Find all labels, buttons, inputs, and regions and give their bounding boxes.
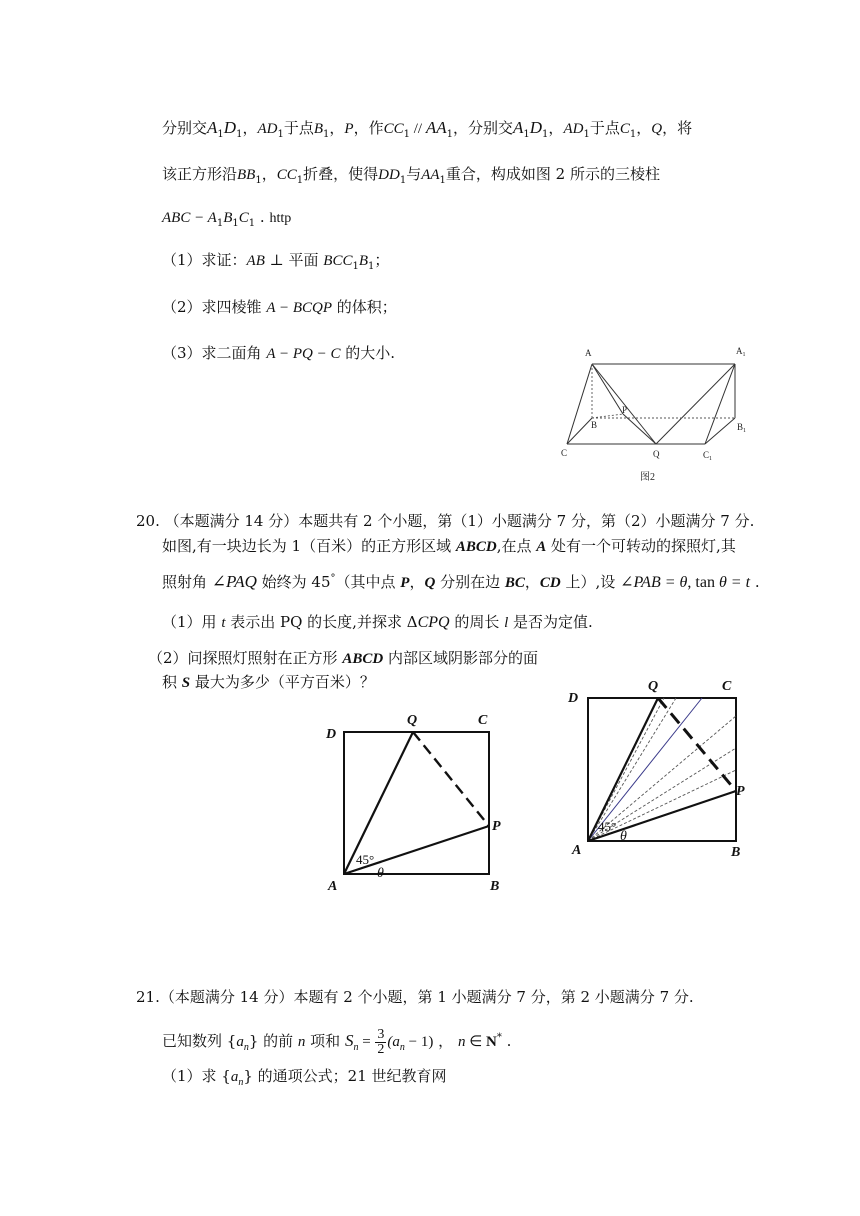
edge-A1-Q [656, 364, 735, 444]
label-C: C [478, 713, 488, 728]
q19-line-2: 该正方形沿$BB_1$，$CC_1$折叠，使得$DD_1$与$AA_1$重合，构成如图 2 所示的三棱柱 [162, 165, 660, 186]
q20-line-2: 如图,有一块边长为 1（百米）的正方形区域 ABCD,在点 A 处有一个可转动的探照灯,其 [162, 537, 736, 555]
edge-A1-C1 [705, 364, 735, 444]
theta-label: θ [377, 866, 384, 881]
q19-line-1: 分别交$A_1D_1$，$AD_1$于点$B_1$，P，作$CC_1 // AA_1$，分别交$A_1D_1$，$AD_1$于点$C_1$，Q，将 [162, 118, 693, 140]
label-B: B [731, 845, 741, 860]
label-B: B [490, 879, 500, 894]
angle-45-label: 45° [598, 819, 617, 834]
q20-line-3: 照射角 ∠PAQ 始终为 45°（其中点 P，Q 分别在边 BC，CD 上）,设 ∠PAB = θ, tan θ = t . [162, 572, 760, 591]
fraction-three-halves: $\frac{3}{2}$ [377, 1026, 385, 1057]
label-Q: Q [407, 713, 418, 728]
label-Q: Q [653, 449, 660, 459]
q19-sub-3: （3）求二面角 A − PQ − C 的大小. [162, 344, 395, 362]
q19-sub-2: （2）求四棱锥 A − BCQP 的体积； [162, 298, 397, 316]
label-P: P [736, 784, 745, 799]
label-C: C [561, 448, 568, 458]
q20-header: 20. （本题满分 14 分）本题共有 2 个小题，第（1）小题满分 7 分，第（2）小题满分 7 分. [136, 512, 755, 530]
edge-A-P [592, 364, 623, 414]
label-B1: $B_1$ [737, 422, 747, 434]
segment-PQ-dashed [658, 698, 736, 791]
label-A: A [328, 879, 338, 894]
q20-sub-1: （1）用 t 表示出 PQ 的长度,并探求 ΔCPQ 的周长 l 是否为定值. [162, 613, 593, 631]
theta-label: θ [620, 829, 627, 844]
label-C: C [722, 679, 732, 694]
label-A: A [572, 843, 582, 858]
q20-sub-2b: 积 S 最大为多少（平方百米）？ [162, 673, 375, 691]
segment-PQ-dashed [413, 732, 489, 826]
q21-line-2: 已知数列 $\{a_n\}$ 的前 n 项和 $S_n$ = $\frac{3}{2}$ $(a_n - 1)$ ， n ∈ N* . [162, 1026, 512, 1057]
edge-P-Q [623, 414, 656, 444]
edge-A-C [567, 364, 592, 444]
q21-sub-1: （1）求 $\{a_n\}$ 的通项公式；21 世纪教育网 [162, 1067, 447, 1088]
label-D: D [568, 691, 579, 706]
label-C1: $C_1$ [703, 450, 713, 462]
q19-line-3: ABC − $A_1B_1C_1$ . http [162, 208, 292, 229]
q21-header: 21.（本题满分 14 分）本题有 2 个小题，第 1 小题满分 7 分，第 2 小题满分 7 分. [136, 988, 694, 1006]
segment-AQ [344, 732, 413, 874]
q20-sub-2a: （2）问探照灯照射在正方形 ABCD 内部区域阴影部分的面 [148, 649, 538, 667]
q19-sub-1: （1）求证：AB ⊥ 平面 $BCC_1B_1$； [162, 251, 390, 272]
label-B: B [591, 420, 598, 430]
label-D: D [326, 727, 337, 742]
label-A: A [585, 348, 592, 358]
square-figure-right [566, 676, 766, 866]
figure-2-caption: 图2 [640, 472, 655, 483]
edge-A-Q [592, 364, 656, 444]
label-Q: Q [648, 679, 659, 694]
label-A1: $A_1$ [736, 346, 746, 358]
square-figure-left [320, 708, 520, 898]
angle-45-label: 45° [356, 852, 375, 867]
prism-figure [555, 340, 755, 490]
label-P: P [492, 819, 501, 834]
hidden-edge-B-P [592, 414, 623, 418]
label-P: P [622, 405, 628, 415]
